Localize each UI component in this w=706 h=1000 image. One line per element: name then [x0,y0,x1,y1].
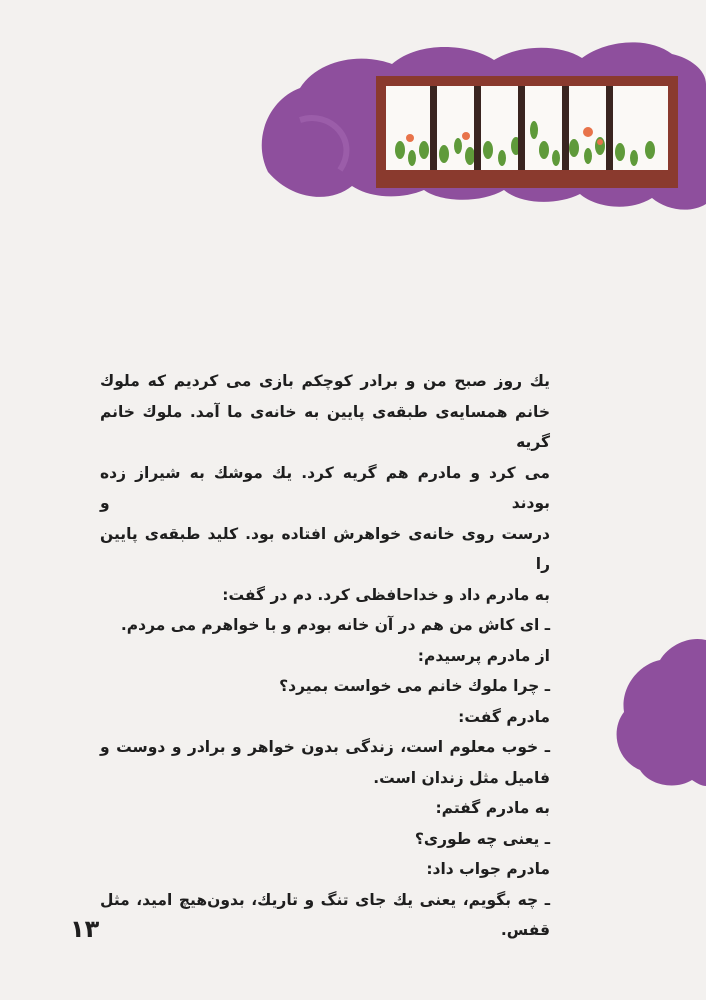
story-line: مادرم گفت: [458,707,550,726]
story-line: فامیل مثل زندان است. [373,768,550,787]
story-line: ـ یعنی چه طوری؟ [414,829,550,848]
story-line: یك روز صبح من و برادر كوچكم بازی می كردیم كه ملوك [100,372,550,390]
story-line: به مادرم داد و خداحافظی كرد. دم در گفت: [222,585,550,604]
story-line: قفس. [500,921,550,939]
story-line: ـ چرا ملوك خانم می خواست بمیرد؟ [279,677,550,695]
story-line: می كرد و مادرم هم گریه كرد. یك موشك به شیراز زده بودند و [100,463,550,512]
barred-window-with-plants-icon [376,76,678,188]
page-number: ۱۳ [70,915,100,943]
story-line: ـ چه بگویم، یعنی یك جای تنگ و تاریك، بدون‌هیچ امید، مثل [100,890,550,909]
story-line: مادرم جواب داد: [426,860,550,878]
story-line: درست روی خانه‌ی خواهرش افتاده بود. كلید طبقه‌ی پایین را [100,524,550,573]
story-line: ـ خوب معلوم است، زندگی بدون خواهر و برادر و دوست و [100,738,550,756]
story-line: خانم همسایه‌ی طبقه‌ی پایین به خانه‌ی ما آمد. ملوك خانم گریه [100,402,550,451]
story-line: به مادرم گفتم: [435,799,550,817]
purple-cloud-right-icon [617,639,706,786]
story-line: ـ ای كاش من هم در آن خانه بودم و با خواهرم می مردم. [120,616,550,634]
story-line: از مادرم پرسیدم: [417,646,550,665]
story-text [100,366,550,946]
